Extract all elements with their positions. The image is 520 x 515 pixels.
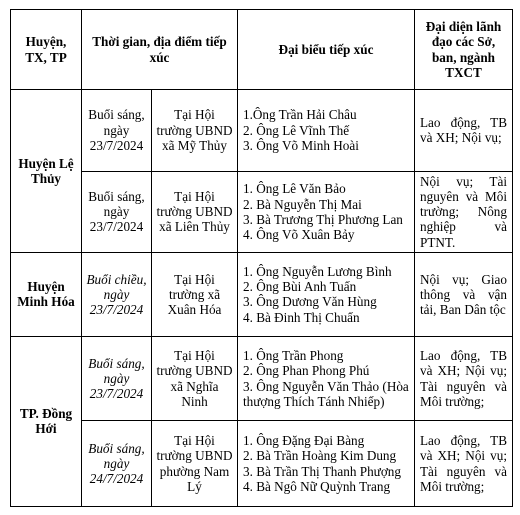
representatives-cell: Nội vụ; Tài nguyên và Môi trường; Nông nghiệp và PTNT. xyxy=(415,171,513,253)
time-cell: Buổi sáng, ngày 24/7/2024 xyxy=(82,421,152,507)
district-cell: Huyện Lệ Thủy xyxy=(11,90,82,253)
delegate-item: 1. Ông Nguyễn Lương Bình xyxy=(243,264,392,280)
table-row xyxy=(11,253,513,337)
representatives-cell: Lao động, TB và XH; Nội vụ; Tài nguyên và Môi trường; xyxy=(415,421,513,507)
delegate-item: 3. Bà Trần Thị Thanh Phượng xyxy=(243,463,401,479)
representatives-cell: Lao động, TB và XH; Nội vụ; Tài nguyên và Môi trường; xyxy=(415,336,513,421)
table-row xyxy=(11,171,513,253)
delegate-item: 2. Bà Trần Hoàng Kim Dung xyxy=(243,448,397,464)
district-cell: Huyện Minh Hóa xyxy=(11,253,82,337)
delegates-cell xyxy=(238,253,415,337)
delegate-item: 2. Bà Nguyễn Thị Mai xyxy=(243,196,362,212)
header-representatives: Đại diện lãnh đạo các Sở, ban, ngành TXCT xyxy=(415,10,513,90)
delegate-item: 1.Ông Trần Hải Châu xyxy=(243,107,357,123)
table-row xyxy=(11,421,513,507)
delegate-item: 3. Ông Dương Văn Hùng xyxy=(243,294,377,310)
header-delegates: Đại biểu tiếp xúc xyxy=(238,10,415,90)
delegate-item: 3. Ông Võ Minh Hoài xyxy=(243,137,359,153)
delegates-cell xyxy=(238,421,415,507)
time-cell: Buổi sáng, ngày 23/7/2024 xyxy=(82,171,152,253)
header-time-place: Thời gian, địa điểm tiếp xúc xyxy=(82,10,238,90)
place-cell: Tại Hội trường UBND xã Nghĩa Ninh xyxy=(152,336,238,421)
representatives-cell: Lao động, TB và XH; Nội vụ; xyxy=(415,90,513,172)
delegate-item: 1. Ông Đặng Đại Bàng xyxy=(243,433,365,449)
delegate-item: 4. Bà Ngô Nữ Quỳnh Trang xyxy=(243,478,391,494)
delegate-item: 4. Bà Đinh Thị Chuẩn xyxy=(243,309,360,325)
table-row xyxy=(11,90,513,172)
time-cell: Buổi chiều, ngày 23/7/2024 xyxy=(82,253,152,337)
schedule-table xyxy=(10,9,513,507)
table-header-row xyxy=(11,10,513,90)
delegate-item: 2. Ông Phan Phong Phú xyxy=(243,363,370,379)
delegate-item: 4. Ông Võ Xuân Bảy xyxy=(243,227,355,243)
delegates-cell xyxy=(238,90,415,172)
table-row xyxy=(11,336,513,421)
district-cell: TP. Đồng Hới xyxy=(11,336,82,506)
place-cell: Tại Hội trường UBND phường Nam Lý xyxy=(152,421,238,507)
delegates-cell xyxy=(238,336,415,421)
place-cell: Tại Hội trường UBND xã Mỹ Thủy xyxy=(152,90,238,172)
time-cell: Buổi sáng, ngày 23/7/2024 xyxy=(82,90,152,172)
delegate-item: 1. Ông Trần Phong xyxy=(243,348,344,364)
place-cell: Tại Hội trường UBND xã Liên Thủy xyxy=(152,171,238,253)
delegate-item: 1. Ông Lê Văn Bảo xyxy=(243,181,346,197)
delegates-cell xyxy=(238,171,415,253)
delegate-item: 2. Ông Lê Vĩnh Thế xyxy=(243,122,350,138)
place-cell: Tại Hội trường xã Xuân Hóa xyxy=(152,253,238,337)
time-cell: Buổi sáng, ngày 23/7/2024 xyxy=(82,336,152,421)
header-district: Huyện, TX, TP xyxy=(11,10,82,90)
delegate-item: 3. Bà Trương Thị Phương Lan xyxy=(243,211,403,227)
delegate-item: 2. Ông Bùi Anh Tuấn xyxy=(243,279,357,295)
representatives-cell: Nội vụ; Giao thông và vận tải, Ban Dân tộc xyxy=(415,253,513,337)
delegate-item: 3. Ông Nguyễn Văn Thảo (Hòa thượng Thích Tánh Nhiếp) xyxy=(243,378,409,409)
